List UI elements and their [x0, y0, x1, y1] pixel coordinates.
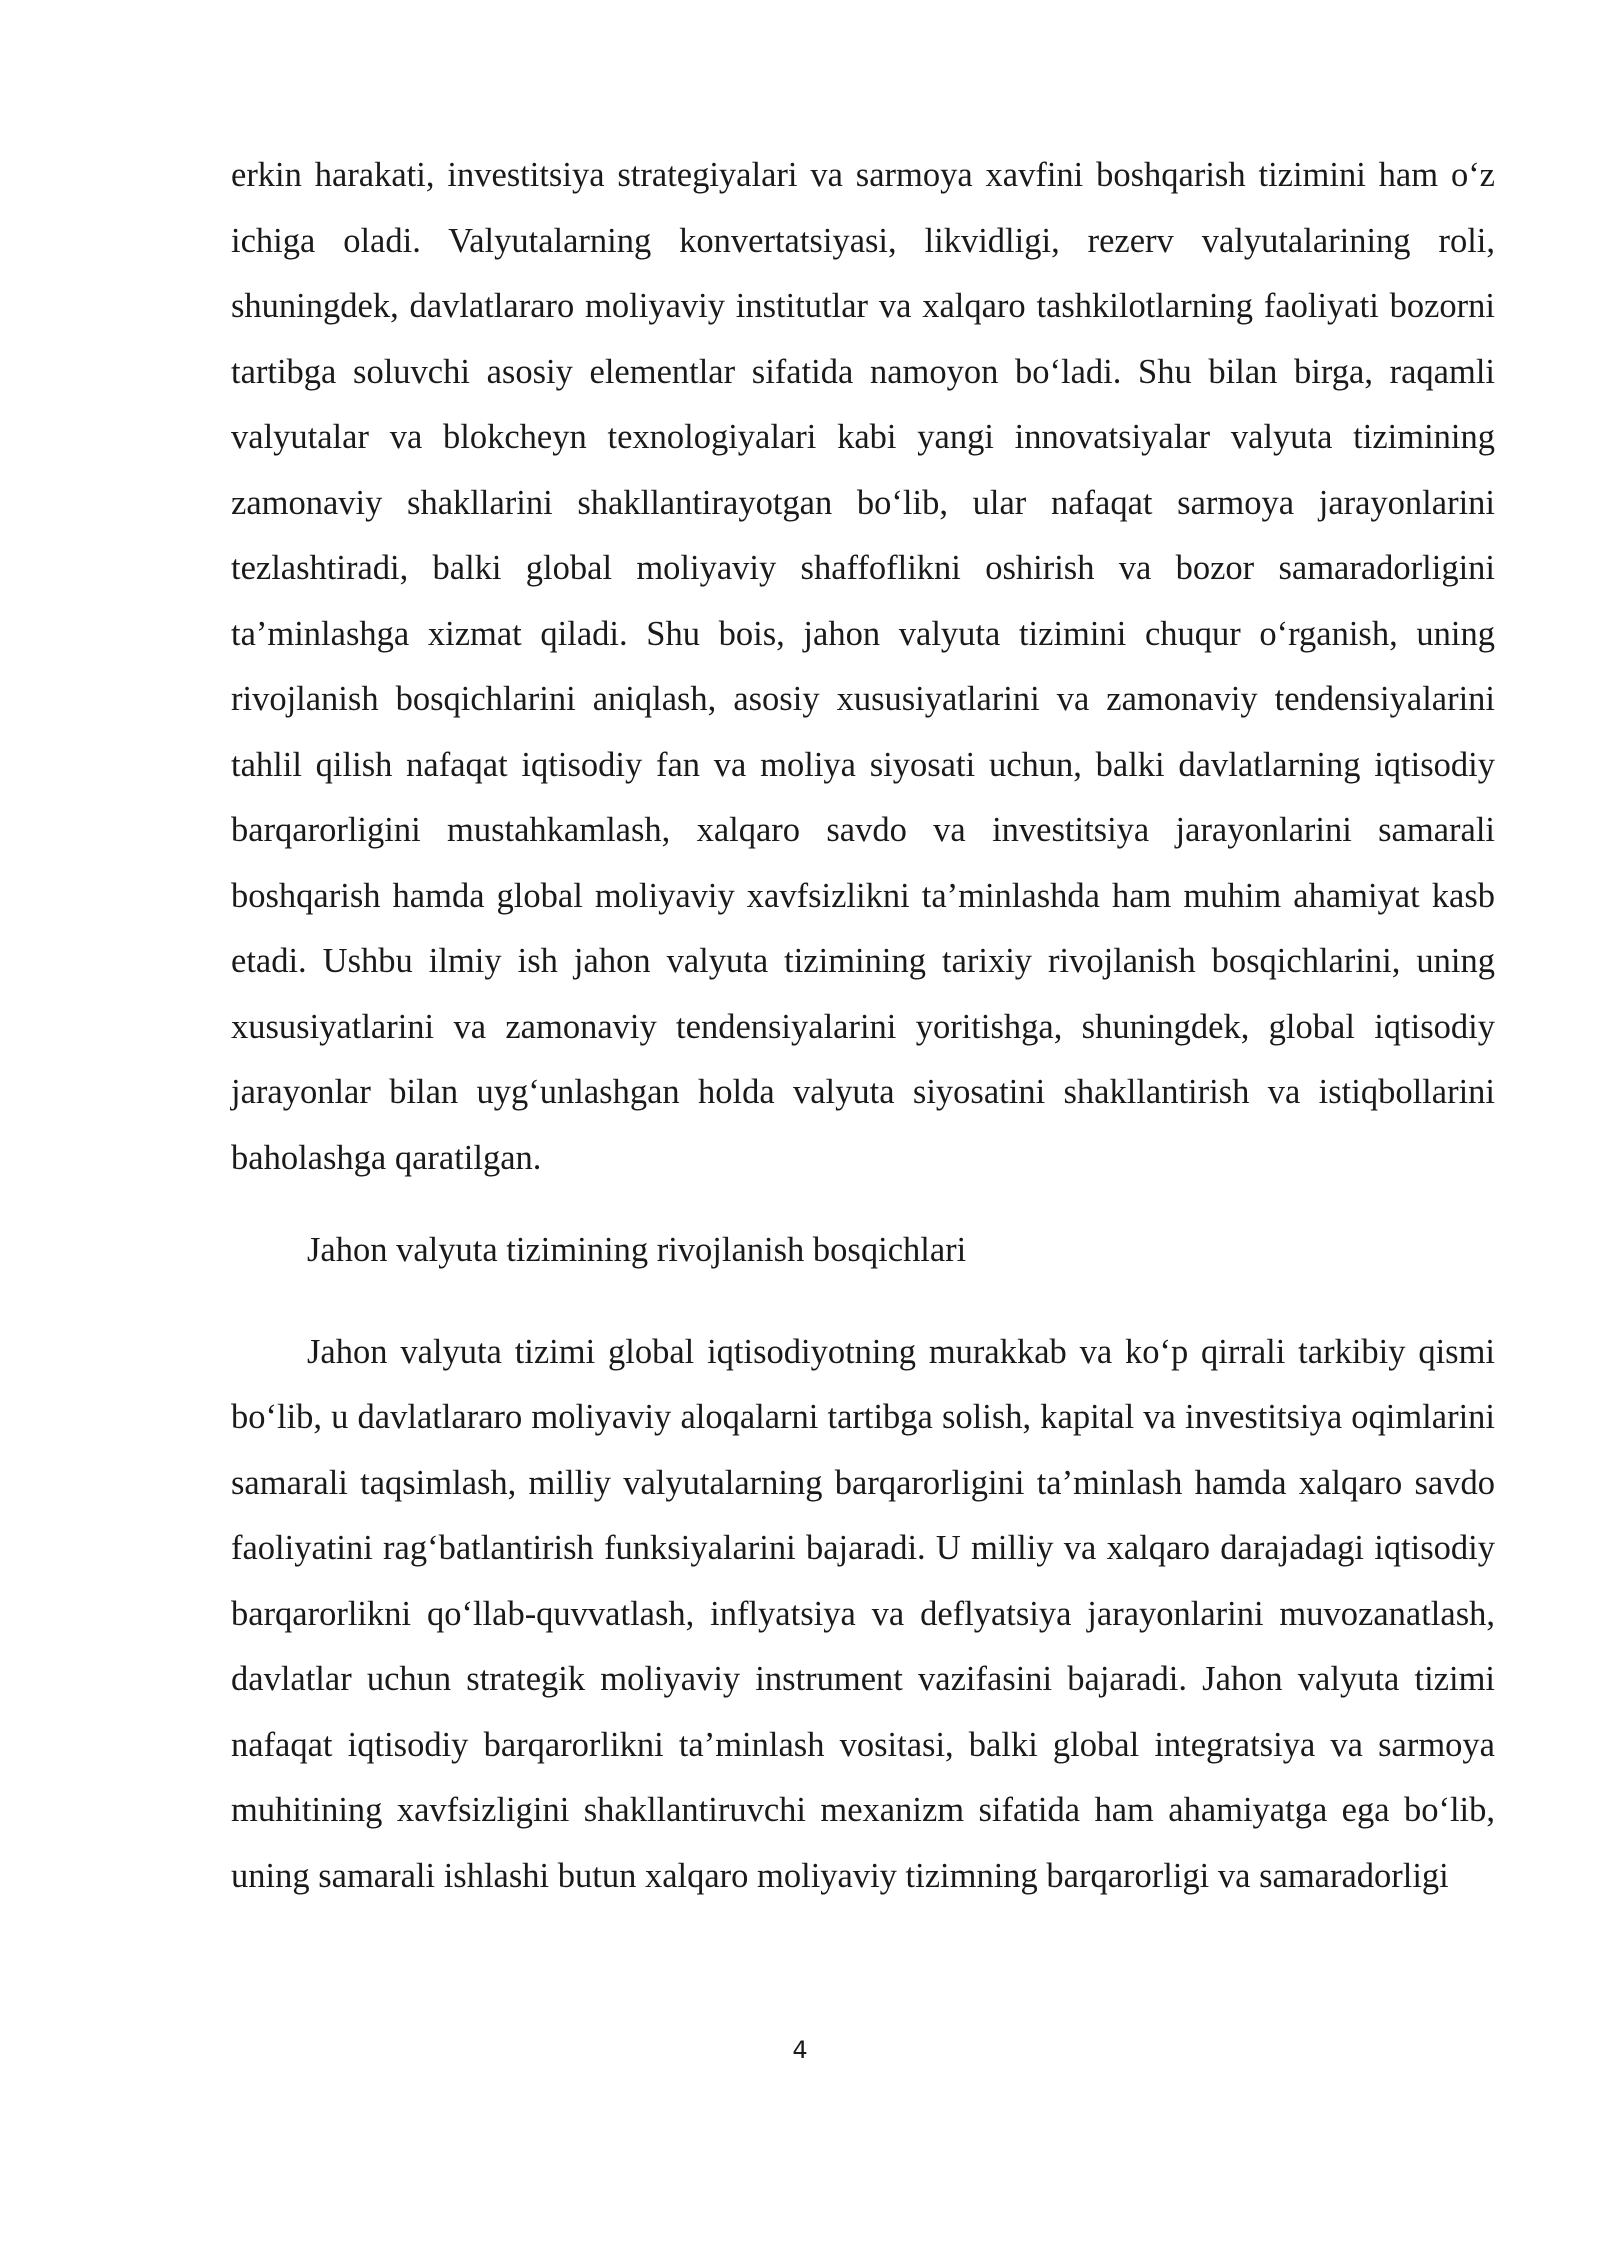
page-body	[231, 143, 1495, 1909]
section-heading: Jahon valyuta tizimining rivojlanish bosqichlari	[307, 1231, 967, 1269]
body-paragraph: erkin harakati, investitsiya strategiyalari va sarmoya xavfini boshqarish tizimini ham o‘z ichiga oladi. Valyutalarning konvertatsiyasi, likvidligi, rezerv valyutalarining roli, shuningdek, davlatlararo moliyaviy institutlar va xalqaro tashkilotlarning faoliyati bozorni tartibga soluvchi asosiy elementlar sifatida namoyon bo‘ladi. Shu bilan birga, raqamli valyutalar va blokcheyn texnologiyalari kabi yangi innovatsiyalar valyuta tizimining zamonaviy shakllarini shakllantirayotgan bo‘lib, ular nafaqat sarmoya jarayonlarini tezlashtiradi, balki global moliyaviy shaffoflikni oshirish va bozor samaradorligini ta’minlashga xizmat qiladi. Shu bois, jahon valyuta tizimini chuqur o‘rganish, uning rivojlanish bosqichlarini aniqlash, asosiy xususiyatlarini va zamonaviy tendensiyalarini tahlil qilish nafaqat iqtisodiy fan va moliya siyosati uchun, balki davlatlarning iqtisodiy barqarorligini mustahkamlash, xalqaro savdo va investitsiya jarayonlarini samarali boshqarish hamda global moliyaviy xavfsizlikni ta’minlashda ham muhim ahamiyat kasb etadi. Ushbu ilmiy ish jahon valyuta tizimining tarixiy rivojlanish bosqichlarini, uning xususiyatlarini va zamonaviy tendensiyalarini yoritishga, shuningdek, global iqtisodiy jarayonlar bilan uyg‘unlashgan holda valyuta siyosatini shakllantirish va istiqbollarini baholashga qaratilgan.	[231, 156, 1495, 1177]
page-number: 4	[792, 2036, 808, 2064]
body-paragraph: Jahon valyuta tizimi global iqtisodiyotning murakkab va ko‘p qirrali tarkibiy qismi bo‘lib, u davlatlararo moliyaviy aloqalarni tartibga solish, kapital va investitsiya oqimlarini samarali taqsimlash, milliy valyutalarning barqarorligini ta’minlash hamda xalqaro savdo faoliyatini rag‘batlantirish funksiyalarini bajaradi. U milliy va xalqaro darajadagi iqtisodiy barqarorlikni qo‘llab-quvvatlash, inflyatsiya va deflyatsiya jarayonlarini muvozanatlash, davlatlar uchun strategik moliyaviy instrument vazifasini bajaradi. Jahon valyuta tizimi nafaqat iqtisodiy barqarorlikni ta’minlash vositasi, balki global integratsiya va sarmoya muhitining xavfsizligini shakllantiruvchi mexanizm sifatida ham ahamiyatga ega bo‘lib, uning samarali ishlashi butun xalqaro moliyaviy tizimning barqarorligi va samaradorligi	[231, 1332, 1495, 1895]
